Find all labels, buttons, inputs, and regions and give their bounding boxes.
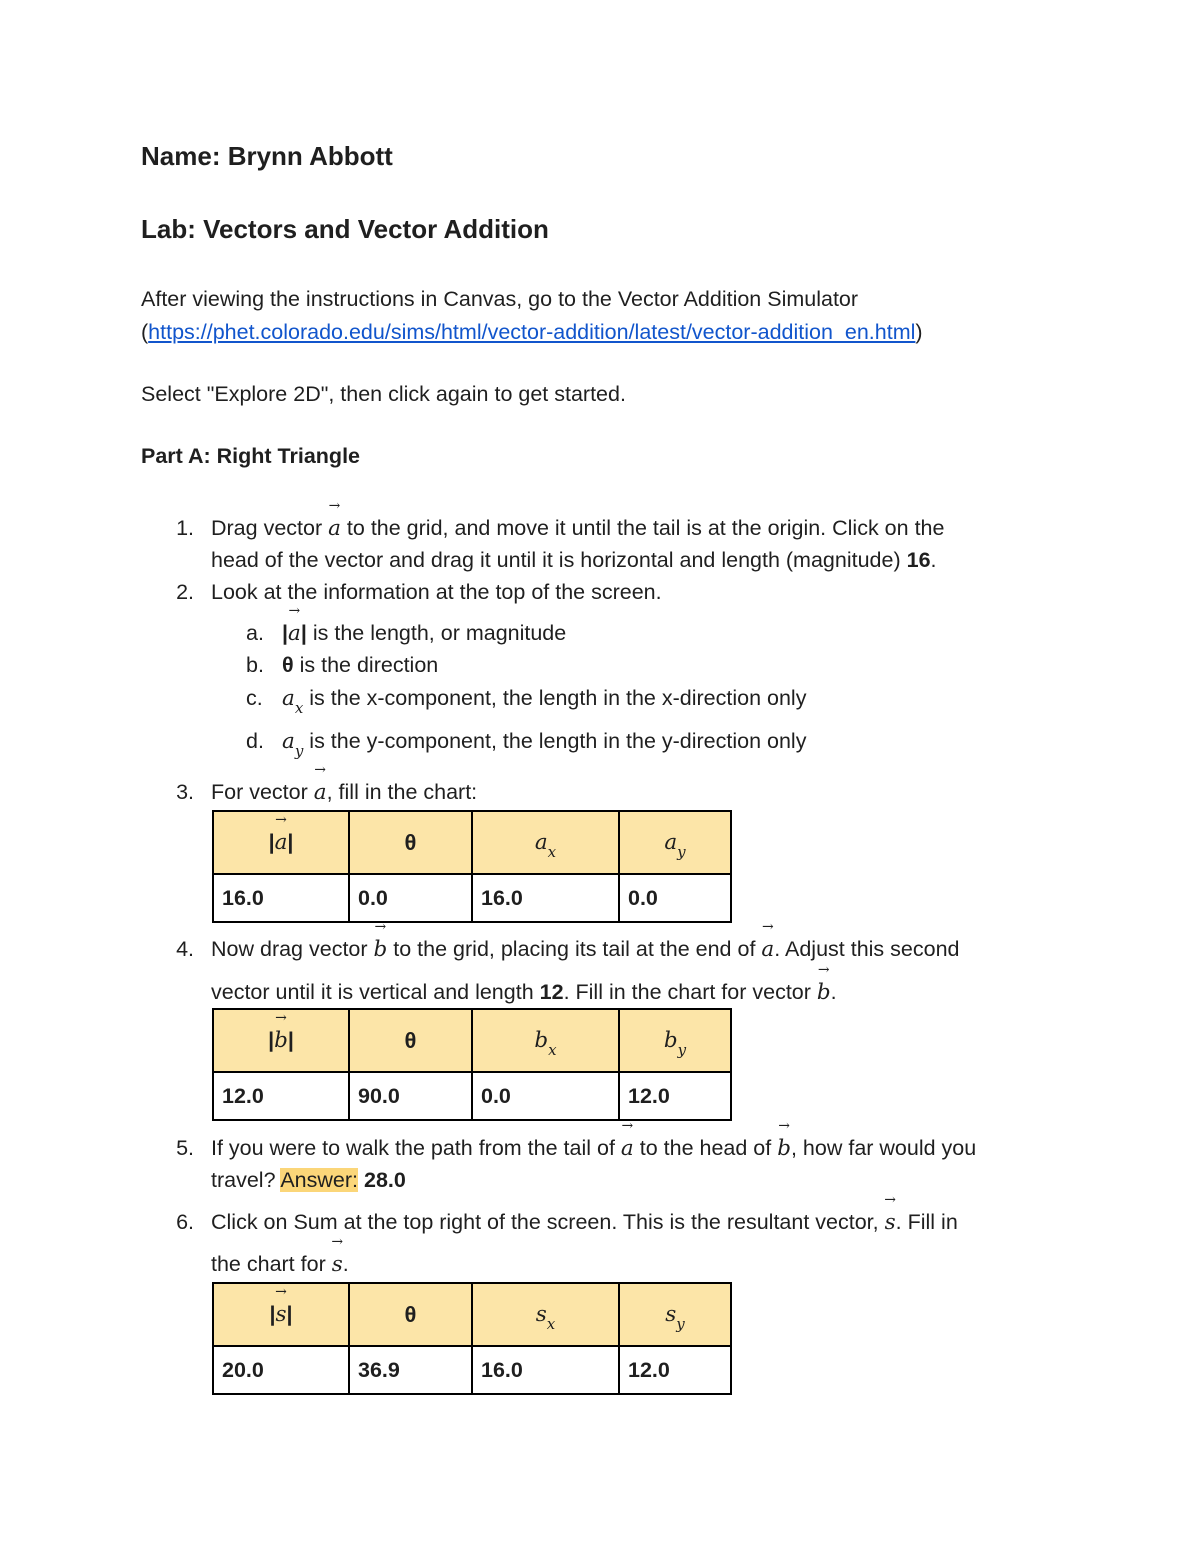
table-value-row: [213, 1346, 731, 1394]
theta-value[interactable]: 90.0: [349, 1072, 472, 1120]
x-component-value[interactable]: 16.0: [472, 1346, 619, 1394]
magnitude-header: [213, 1283, 349, 1346]
theta-value[interactable]: 36.9: [349, 1346, 472, 1394]
simulator-link[interactable]: https://phet.colorado.edu/sims/html/vector-addition/latest/vector-addition_en.html: [148, 320, 916, 344]
x-component-value[interactable]: 0.0: [472, 1072, 619, 1120]
step-4-line2: [211, 962, 837, 1005]
vector-arrow: →: [621, 1118, 634, 1134]
step-2-text: Look at the information at the top of the screen.: [211, 580, 662, 604]
vector-arrow: →: [314, 762, 327, 778]
subscript-y: y: [294, 742, 304, 760]
sub-b-text: is the direction: [299, 653, 439, 677]
sub-d-line: [282, 729, 807, 760]
vector-b-symbol: [816, 962, 831, 1005]
y-component-header: [619, 1009, 731, 1072]
vector-arrow: →: [328, 498, 341, 514]
magnitude-bar: |: [286, 1302, 293, 1326]
close-paren: ): [915, 320, 923, 344]
step-4-line2-text: vector until it is vertical and length: [211, 980, 534, 1004]
step-2-number: 2.: [176, 580, 194, 604]
step-5-number: 5.: [176, 1136, 194, 1160]
step-3-text: [211, 762, 478, 805]
magnitude-bar: |: [268, 1028, 275, 1052]
subscript-x: x: [294, 699, 304, 717]
vector-letter: b: [777, 1136, 791, 1161]
table-value-row: [213, 1072, 731, 1120]
component-letter: a: [282, 686, 295, 711]
sub-d-letter: d.: [246, 729, 264, 753]
vector-letter: s: [331, 1252, 343, 1277]
step-4-text-post: . Adjust this second: [774, 937, 960, 961]
vector-arrow: →: [275, 1010, 287, 1026]
sub-b-line: [282, 653, 438, 678]
vector-a-symbol: [313, 762, 327, 805]
vector-letter: b: [816, 980, 831, 1005]
step-1-length: 16: [906, 548, 931, 572]
sub-c-text: is the x-component, the length in the x-direction only: [309, 686, 807, 710]
sub-a-letter: a.: [246, 621, 264, 645]
step-5-text-mid: to the head of: [639, 1136, 772, 1160]
component-letter: a: [534, 830, 548, 855]
step-6-line2: [211, 1234, 349, 1277]
theta-header: [349, 1009, 472, 1072]
vector-letter: b: [373, 937, 388, 962]
name-heading: Name: Brynn Abbott: [141, 141, 393, 171]
subscript-x: x: [548, 1041, 557, 1059]
table-value-row: [213, 874, 731, 922]
vector-s-symbol: [275, 1284, 287, 1327]
step-5-text-post: , how far would you: [790, 1136, 977, 1160]
vector-b-symbol: [274, 1010, 288, 1053]
y-component-value[interactable]: 12.0: [619, 1072, 731, 1120]
component-letter: b: [534, 1028, 549, 1053]
step-1-line2-text: head of the vector and drag it until it is horizontal and length (magnitude): [211, 548, 901, 572]
vector-arrow: →: [817, 962, 830, 978]
step-6-end: .: [342, 1252, 349, 1276]
magnitude-bar: |: [269, 1302, 276, 1326]
x-component-value[interactable]: 16.0: [472, 874, 619, 922]
step-4-line2-post: . Fill in the chart for vector: [563, 980, 811, 1004]
magnitude-bar: |: [300, 621, 307, 645]
step-1-text-post: to the grid, and move it until the tail is at the origin. Click on the: [346, 516, 945, 540]
table-header-row: [213, 1283, 731, 1346]
step-5-line2-text: travel?: [211, 1168, 276, 1192]
step-4-text-mid: to the grid, placing its tail at the end of: [393, 937, 756, 961]
sub-a-text: is the length, or magnitude: [312, 621, 567, 645]
sub-c-letter: c.: [246, 686, 263, 710]
x-component-header: [472, 811, 619, 874]
sub-b-letter: b.: [246, 653, 264, 677]
lab-heading: Lab: Vectors and Vector Addition: [141, 214, 549, 244]
open-paren: (: [141, 320, 149, 344]
component-letter: a: [282, 729, 295, 754]
vector-letter: a: [761, 937, 775, 962]
step-3-text-post: , fill in the chart:: [326, 780, 478, 804]
vector-arrow: →: [374, 919, 387, 935]
vector-letter: a: [328, 516, 341, 541]
vector-arrow: →: [331, 1234, 344, 1250]
theta-symbol: θ: [282, 653, 294, 677]
vector-b-symbol: [373, 919, 388, 962]
step-6-text: Click on Sum at the top right of the screen. This is the resultant vector,: [211, 1210, 879, 1234]
vector-letter: s: [884, 1210, 896, 1235]
step-4-end: .: [830, 980, 837, 1004]
magnitude-header: [213, 1009, 349, 1072]
vector-arrow: →: [884, 1192, 896, 1208]
step-3-text-pre: For vector: [211, 780, 308, 804]
step-3-number: 3.: [176, 780, 194, 804]
step-6-line1: [211, 1192, 958, 1235]
step-1-number: 1.: [176, 516, 194, 540]
vector-letter: a: [288, 621, 301, 646]
subscript-y: y: [676, 1315, 685, 1333]
step-4-line1: [211, 919, 960, 962]
theta-symbol: θ: [404, 829, 417, 855]
table-header-row: [213, 811, 731, 874]
subscript-y: y: [677, 1041, 687, 1059]
part-a-heading: Part A: Right Triangle: [141, 444, 360, 468]
step-4-number: 4.: [176, 937, 194, 961]
subscript-x: x: [546, 1315, 556, 1333]
table-header-row: [213, 1009, 731, 1072]
vector-arrow: →: [288, 603, 301, 619]
vector-letter: a: [313, 780, 327, 805]
step-4-length: 12: [539, 980, 564, 1004]
magnitude-header: [213, 811, 349, 874]
step-6-text-post: . Fill in: [895, 1210, 958, 1234]
vector-a-symbol: [274, 812, 288, 855]
step-4-text-pre: Now drag vector: [211, 937, 368, 961]
magnitude-bar: |: [268, 830, 275, 854]
vector-a-symbol: [288, 603, 301, 646]
vector-letter: a: [620, 1136, 634, 1161]
magnitude-value[interactable]: 12.0: [213, 1072, 349, 1120]
theta-header: [349, 811, 472, 874]
theta-symbol: θ: [404, 1301, 417, 1327]
vector-b-symbol: [777, 1118, 791, 1161]
vector-s-symbol: [884, 1192, 896, 1235]
subscript-y: y: [677, 843, 686, 861]
step-6-line2-text: the chart for: [211, 1252, 326, 1276]
component-letter: b: [663, 1028, 678, 1053]
vector-arrow: →: [275, 812, 287, 828]
vector-letter: a: [274, 830, 288, 855]
magnitude-bar: |: [282, 621, 289, 645]
y-component-header: [619, 1283, 731, 1346]
component-letter: s: [665, 1302, 677, 1327]
magnitude-bar: |: [287, 830, 294, 854]
y-component-header: [619, 811, 731, 874]
vector-letter: s: [275, 1302, 287, 1327]
vector-letter: b: [274, 1028, 288, 1053]
step-5-line2: [211, 1168, 406, 1193]
vector-arrow: →: [778, 1118, 790, 1134]
component-letter: s: [535, 1302, 547, 1327]
intro-link-line: [141, 320, 923, 345]
step-1-text-pre: Drag vector: [211, 516, 323, 540]
vector-arrow: →: [275, 1284, 287, 1300]
theta-symbol: θ: [404, 1027, 417, 1053]
vector-a-symbol: [620, 1118, 634, 1161]
vector-b-table: [212, 1008, 732, 1121]
x-component-header: [472, 1009, 619, 1072]
subscript-x: x: [547, 843, 557, 861]
magnitude-value[interactable]: 20.0: [213, 1346, 349, 1394]
vector-s-table: [212, 1282, 732, 1395]
intro-line: After viewing the instructions in Canvas, go to the Vector Addition Simulator: [141, 287, 859, 311]
vector-a-table: [212, 810, 732, 923]
answer-value[interactable]: 28.0: [364, 1168, 406, 1192]
step-1-line1: [211, 498, 945, 541]
step-1-line2: [211, 548, 937, 573]
sub-a-line: [282, 603, 567, 646]
magnitude-value[interactable]: 16.0: [213, 874, 349, 922]
y-component-value[interactable]: 12.0: [619, 1346, 731, 1394]
sub-d-text: is the y-component, the length in the y-direction only: [309, 729, 807, 753]
theta-value[interactable]: 0.0: [349, 874, 472, 922]
answer-label: Answer:: [280, 1168, 359, 1192]
step-6-number: 6.: [176, 1210, 194, 1234]
vector-arrow: →: [761, 919, 774, 935]
theta-header: [349, 1283, 472, 1346]
x-component-header: [472, 1283, 619, 1346]
vector-a-symbol: [761, 919, 775, 962]
vector-s-symbol: [331, 1234, 344, 1277]
component-letter: a: [664, 830, 678, 855]
select-instruction: Select "Explore 2D", then click again to get started.: [141, 382, 626, 406]
step-5-text-pre: If you were to walk the path from the tail of: [211, 1136, 615, 1160]
magnitude-bar: |: [287, 1028, 294, 1052]
vector-a-symbol: [328, 498, 341, 541]
step-5-line1: [211, 1118, 977, 1161]
step-1-end: .: [930, 548, 937, 572]
sub-c-line: [282, 686, 807, 717]
y-component-value[interactable]: 0.0: [619, 874, 731, 922]
